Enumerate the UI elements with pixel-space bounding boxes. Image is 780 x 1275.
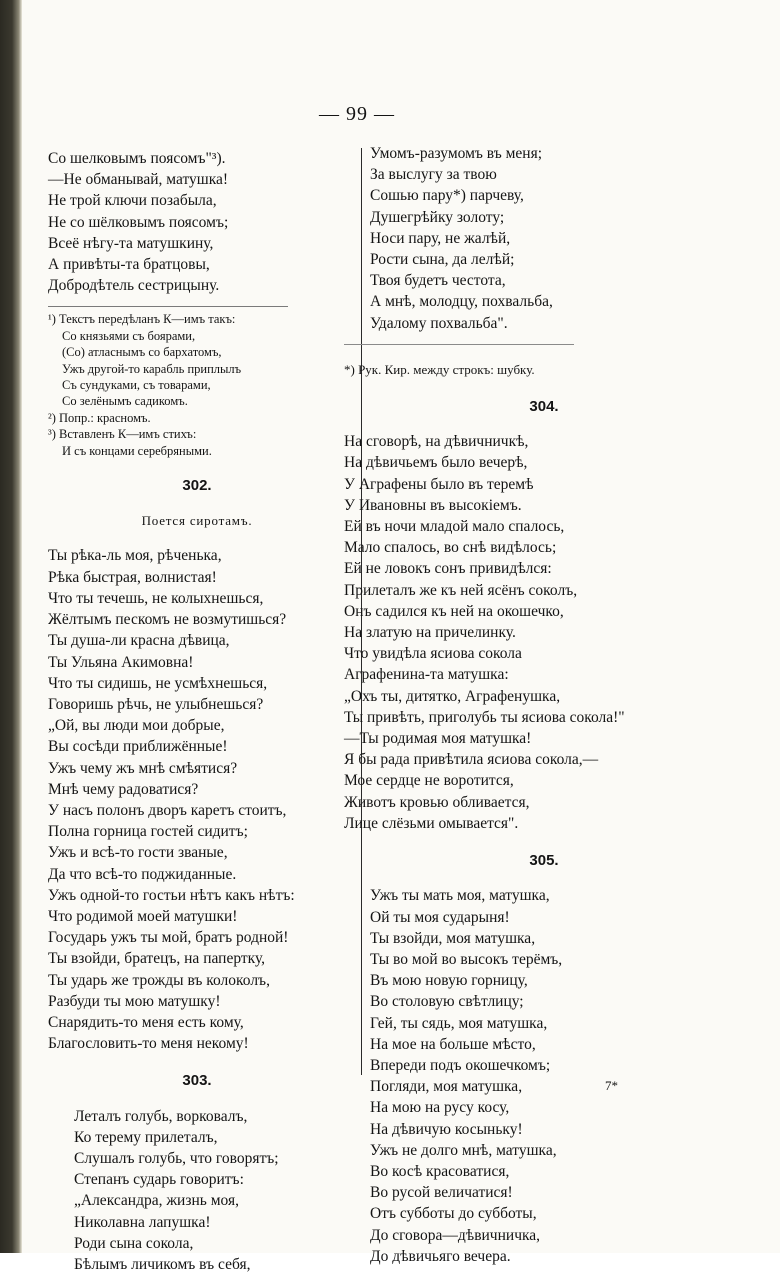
- verse-line: На дѣвичьемъ было вечерѣ,: [344, 454, 528, 472]
- verse-line: Степанъ сударь говоритъ:: [74, 1171, 244, 1189]
- verse-line: Да что всѣ-то поджиданные.: [48, 865, 237, 883]
- verse-line: Николавна лапушка!: [74, 1213, 211, 1231]
- verse-line: Роди сына сокола,: [74, 1234, 194, 1252]
- verse-line: А привѣты-та братцовы,: [48, 256, 210, 274]
- verse-line: Въ мою новую горницу,: [370, 972, 528, 990]
- footnote-line: Со зелёнымъ садикомъ.: [62, 394, 188, 409]
- verse-line: Ты взойди, моя матушка,: [370, 929, 536, 947]
- footnote-line: ²) Попр.: красномъ.: [48, 410, 151, 425]
- verse-line: Во косѣ красоватися,: [370, 1162, 510, 1180]
- verse-line: Во русой величатися!: [370, 1184, 513, 1202]
- verse-line: У насъ полонъ дворъ каретъ стоитъ,: [48, 801, 287, 819]
- footnote-line: Ужъ другой-то карабль приплылъ: [62, 361, 242, 376]
- verse-line: Ужъ одной-то гостьи нѣтъ какъ нѣтъ:: [48, 886, 295, 904]
- song-302-number: 302.: [182, 477, 212, 495]
- footnotes-block: [48, 306, 288, 459]
- song-303-continuation: [344, 143, 744, 334]
- verse-line: Жёлтымъ пескомъ не возмутишься?: [48, 611, 287, 629]
- song-305-number: 305.: [529, 852, 559, 870]
- verse-line: Мало спалось, во снѣ видѣлось;: [344, 539, 557, 557]
- verse-line: За выслугу за твою: [370, 166, 497, 184]
- song-305-text: [344, 885, 744, 1267]
- verse-line: Носи пару, не жалѣй,: [370, 229, 511, 247]
- verse-line: До сговора—дѣвичничка,: [370, 1226, 541, 1244]
- verse-line: Ужъ ты мать моя, матушка,: [370, 887, 550, 905]
- song-302-subtitle: Поется сиротамъ.: [141, 513, 253, 529]
- footnote-line: И съ концами серебряными.: [62, 443, 212, 458]
- verse-line: На сговорѣ, на дѣвичничкѣ,: [344, 433, 529, 451]
- verse-line: —Ты родимая моя матушка!: [344, 730, 532, 748]
- verse-line: Ты ударь же трожды въ колоколъ,: [48, 971, 270, 989]
- footnote-right: *) Рук. Кир. между строкъ: шубку.: [344, 344, 574, 380]
- song-303-number: 303.: [182, 1072, 212, 1090]
- verse-line: Я бы рада привѣтила ясиова сокола,—: [344, 751, 599, 769]
- verse-line: Государь ужъ ты мой, братъ родной!: [48, 929, 289, 947]
- left-column: [48, 148, 346, 1275]
- verse-line: Отъ субботы до субботы,: [370, 1205, 537, 1223]
- book-spine-shadow: [0, 0, 22, 1253]
- footnote-line: ³) Вставленъ К—имъ стихъ:: [48, 427, 197, 442]
- verse-line: Ей въ ночи младой мало спалось,: [344, 518, 565, 536]
- verse-line: —Не обманывай, матушка!: [48, 171, 229, 189]
- verse-line: Слушалъ голубь, что говорятъ;: [74, 1149, 279, 1167]
- verse-line: „Охъ ты, дитятко, Аграфенушка,: [344, 687, 561, 705]
- song-301-ending: [48, 148, 346, 296]
- verse-line: На мое на больше мѣсто,: [370, 1035, 536, 1053]
- verse-line: Аграфенина-та матушка:: [344, 666, 509, 684]
- verse-line: Что родимой моей матушки!: [48, 907, 238, 925]
- verse-line: Ты душа-ли красна дѣвица,: [48, 632, 230, 650]
- verse-line: Умомъ-разумомъ въ меня;: [370, 145, 543, 162]
- verse-line: Мнѣ чему радоватися?: [48, 780, 199, 798]
- verse-line: Удалому похвальба".: [370, 314, 508, 332]
- verse-line: Ты привѣть, приголубь ты ясиова сокола!": [344, 708, 625, 726]
- verse-line: Погляди, моя матушка,: [370, 1078, 523, 1096]
- verse-line: Говоришь рѣчь, не улыбнешься?: [48, 695, 264, 713]
- book-page: [22, 0, 780, 1273]
- signature-mark: 7*: [605, 1078, 618, 1093]
- song-304-text: [344, 431, 744, 834]
- verse-line: Леталъ голубь, ворковалъ,: [74, 1107, 248, 1125]
- verse-line: Не со шёлковымъ поясомъ;: [48, 213, 229, 231]
- right-column: [344, 143, 744, 1267]
- verse-line: Что увидѣла ясиова сокола: [344, 645, 522, 663]
- verse-line: Ужъ не долго мнѣ, матушка,: [370, 1141, 557, 1159]
- verse-line: Ей не ловокъ сонъ привидѣлся:: [344, 560, 552, 578]
- verse-line: Вы сосѣди приближённые!: [48, 738, 228, 756]
- verse-line: Лице слёзьми омывается".: [344, 814, 519, 832]
- verse-line: Со шелковымъ поясомъ"³).: [48, 150, 226, 167]
- verse-line: Всеё нѣгу-та матушкину,: [48, 234, 214, 252]
- verse-line: Онъ садился къ ней на окошечко,: [344, 602, 564, 620]
- verse-line: „Ой, вы люди мои добрые,: [48, 717, 225, 735]
- verse-line: До дѣвичьяго вечера.: [370, 1247, 511, 1265]
- verse-line: Сошью пару*) парчеву,: [370, 187, 524, 205]
- verse-line: Ой ты моя сударыня!: [370, 908, 510, 926]
- verse-line: Ты Ульяна Акимовна!: [48, 653, 194, 671]
- song-304-number: 304.: [529, 398, 559, 416]
- verse-line: Не трой ключи позабыла,: [48, 192, 217, 210]
- verse-line: Ты во мой во высокъ терёмъ,: [370, 950, 563, 968]
- footnote-line: ¹) Текстъ передѣланъ К—имъ такъ:: [48, 312, 236, 327]
- verse-line: Что ты течешь, не колыхнешься,: [48, 589, 264, 607]
- verse-line: Рости сына, да лелѣй;: [370, 251, 515, 269]
- verse-line: Ужъ чему жъ мнѣ смѣятися?: [48, 759, 238, 777]
- verse-line: Полна горница гостей сидитъ;: [48, 823, 248, 841]
- verse-line: Благословить-то меня некому!: [48, 1035, 249, 1053]
- verse-line: На мою на русу косу,: [370, 1099, 510, 1117]
- verse-line: Рѣка быстрая, волнистая!: [48, 568, 217, 586]
- verse-line: Разбуди ты мою матушку!: [48, 992, 221, 1010]
- verse-line: Добродѣтель сестрицыну.: [48, 277, 220, 295]
- verse-line: Прилеталъ же къ ней ясёнъ соколъ,: [344, 581, 578, 599]
- verse-line: Мое сердце не воротится,: [344, 772, 514, 790]
- footnote-line: (Со) атласнымъ со бархатомъ,: [62, 345, 222, 360]
- verse-line: Что ты сидишь, не усмѣхнешься,: [48, 674, 268, 692]
- verse-line: Гей, ты сядь, моя матушка,: [370, 1014, 548, 1032]
- verse-line: Впереди подъ окошечкомъ;: [370, 1056, 551, 1074]
- verse-line: Ты рѣка-ль моя, рѣченька,: [48, 547, 222, 565]
- verse-line: На дѣвичую косыньку!: [370, 1120, 523, 1138]
- page-number: — 99 —: [319, 103, 395, 125]
- verse-line: Ужъ и всѣ-то гости званые,: [48, 844, 228, 862]
- song-302-text: [48, 545, 346, 1054]
- footnote-line: Со князьями съ боярами,: [62, 328, 196, 343]
- verse-line: Бѣлымъ личикомъ въ себя,: [74, 1255, 251, 1273]
- verse-line: А мнѣ, молодцу, похвальба,: [370, 293, 553, 311]
- verse-line: Твоя будетъ честота,: [370, 272, 506, 290]
- verse-line: Снарядить-то меня есть кому,: [48, 1013, 244, 1031]
- footnote-line: Съ сундуками, съ товарами,: [62, 378, 211, 393]
- verse-line: На златую на причелинку.: [344, 624, 516, 642]
- song-303-text: [48, 1106, 346, 1275]
- verse-line: Душегрѣйку золоту;: [370, 208, 505, 226]
- verse-line: „Александра, жизнь моя,: [74, 1192, 239, 1210]
- verse-line: Животъ кровью обливается,: [344, 793, 530, 811]
- verse-line: У Аграфены было въ теремѣ: [344, 475, 534, 493]
- verse-line: У Ивановны въ высокіемъ.: [344, 496, 522, 514]
- verse-line: Ты взойди, братецъ, на папертку,: [48, 950, 266, 968]
- verse-line: Ко терему прилеталъ,: [74, 1128, 218, 1146]
- verse-line: Во столовую свѣтлицу;: [370, 993, 524, 1011]
